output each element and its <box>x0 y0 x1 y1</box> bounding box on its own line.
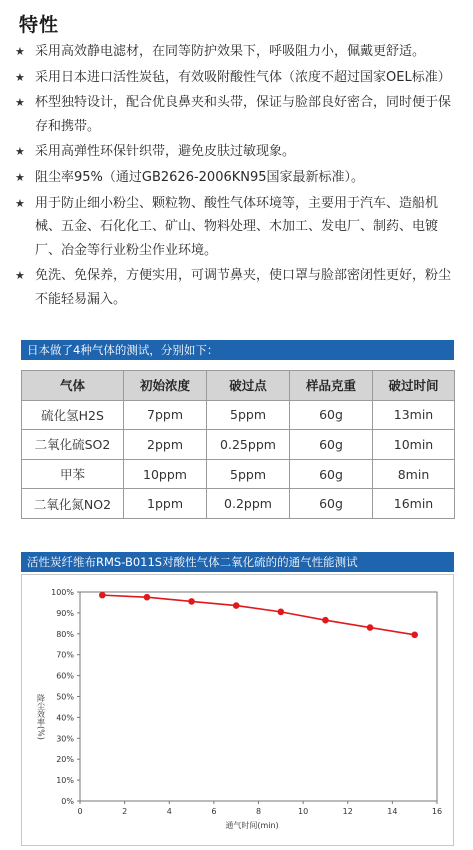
data-point <box>322 617 329 624</box>
table-cell: 60g <box>290 459 373 489</box>
feature-item <box>15 91 463 138</box>
column-header: 初始浓度 <box>124 371 207 401</box>
column-header: 破过点 <box>207 371 290 401</box>
chart-section-heading: 活性炭纤维布RMS-B011S对酸性气体二氧化硫的的通气性能测试 <box>21 552 454 572</box>
x-tick-label: 12 <box>342 807 353 816</box>
feature-item <box>15 66 463 90</box>
table-cell: 60g <box>290 430 373 460</box>
y-tick-label: 50% <box>56 692 74 702</box>
star-icon: ★ <box>15 70 25 84</box>
gas-test-table <box>21 370 455 519</box>
table-cell: 60g <box>290 489 373 519</box>
table-cell: 13min <box>373 400 455 430</box>
star-icon: ★ <box>15 145 25 159</box>
x-tick-label: 0 <box>77 807 83 816</box>
page-title: 特性 <box>19 14 60 36</box>
x-tick-label: 4 <box>166 807 172 816</box>
x-axis-label: 通气时间(min) <box>225 821 279 830</box>
data-point <box>278 609 285 616</box>
feature-text: 杯型独特设计，配合优良鼻夹和头带，保证与脸部良好密合，同时便于保存和携带。 <box>35 95 452 134</box>
feature-text: 采用高弹性环保针织带，避免皮肤过敏现象。 <box>35 144 296 160</box>
plot-area <box>80 592 437 801</box>
x-tick-label: 14 <box>387 807 398 816</box>
table-cell: 甲苯 <box>22 459 124 489</box>
table-cell: 8min <box>373 459 455 489</box>
table-row <box>22 489 455 519</box>
feature-item <box>15 140 463 164</box>
y-tick-label: 0% <box>61 797 74 806</box>
table-cell: 硫化氢H2S <box>22 400 124 430</box>
star-icon: ★ <box>15 96 25 110</box>
y-tick-label: 30% <box>56 734 74 744</box>
x-tick-label: 8 <box>255 807 262 816</box>
table-row <box>22 400 455 430</box>
table-cell: 60g <box>290 400 373 430</box>
table-cell: 二氧化硫SO2 <box>22 430 124 460</box>
feature-item <box>15 264 463 311</box>
feature-text: 阻尘率95%（通过GB2626-2006KN95国家最新标准）。 <box>35 169 365 185</box>
feature-text: 采用日本进口活性炭毡，有效吸附酸性气体（浓度不超过国家OEL标准） <box>35 69 451 85</box>
column-header: 破过时间 <box>373 371 455 401</box>
table-cell: 10ppm <box>124 459 207 489</box>
feature-text: 免洗、免保养，方便实用，可调节鼻夹，使口罩与脸部密闭性更好，粉尘不能轻易漏入。 <box>35 268 452 307</box>
table-cell: 1ppm <box>124 489 207 519</box>
x-tick-label: 16 <box>431 807 443 816</box>
table-row <box>22 430 455 460</box>
column-header: 气体 <box>22 371 124 401</box>
table-cell: 16min <box>373 489 455 519</box>
x-tick-label: 10 <box>298 807 309 816</box>
ventilation-chart <box>21 574 454 846</box>
table-row <box>22 459 455 489</box>
data-point <box>411 632 418 639</box>
table-cell: 2ppm <box>124 430 207 460</box>
star-icon: ★ <box>15 170 25 184</box>
y-tick-label: 60% <box>56 671 74 681</box>
table-body <box>22 400 455 518</box>
feature-text: 用于防止细小粉尘、颗粒物、酸性气体环境等，主要用于汽车、造船机械、五金、石化化工、矿山、物料处理、木加工、发电厂、制药、电镀厂、冶金等行业粉尘作业环境。 <box>35 195 439 258</box>
y-tick-label: 90% <box>56 608 74 618</box>
y-tick-label: 20% <box>56 755 74 765</box>
table-section-heading: 日本做了4种气体的测试，分别如下： <box>21 340 454 360</box>
data-point <box>188 598 195 605</box>
x-tick-label: 2 <box>122 807 128 816</box>
y-tick-label: 70% <box>56 650 74 660</box>
star-icon: ★ <box>15 269 25 283</box>
y-tick-label: 40% <box>56 713 74 723</box>
data-point <box>144 594 151 601</box>
table-header-row <box>22 371 455 401</box>
table-cell: 5ppm <box>207 400 290 430</box>
feature-item <box>15 192 463 263</box>
data-point <box>367 624 374 631</box>
table-cell: 0.2ppm <box>207 489 290 519</box>
table-cell: 10min <box>373 430 455 460</box>
star-icon: ★ <box>15 45 25 58</box>
y-tick-label: 10% <box>56 776 74 786</box>
feature-item <box>15 166 463 190</box>
table-cell: 5ppm <box>207 459 290 489</box>
y-axis-label: 降尘效率(%) <box>36 694 46 740</box>
data-point <box>99 592 106 599</box>
y-tick-label: 80% <box>56 629 74 639</box>
feature-list <box>15 40 463 314</box>
table-cell: 7ppm <box>124 400 207 430</box>
column-header: 样品克重 <box>290 371 373 401</box>
data-point <box>233 602 240 609</box>
table-cell: 二氧化氮NO2 <box>22 489 124 519</box>
feature-text: 采用高效静电滤材，在同等防护效果下，呼吸阻力小，佩戴更舒适。 <box>35 44 426 59</box>
y-tick-label: 100% <box>51 588 74 597</box>
star-icon: ★ <box>15 196 25 210</box>
table-cell: 0.25ppm <box>207 430 290 460</box>
feature-item <box>15 40 463 64</box>
x-tick-label: 6 <box>211 807 217 816</box>
